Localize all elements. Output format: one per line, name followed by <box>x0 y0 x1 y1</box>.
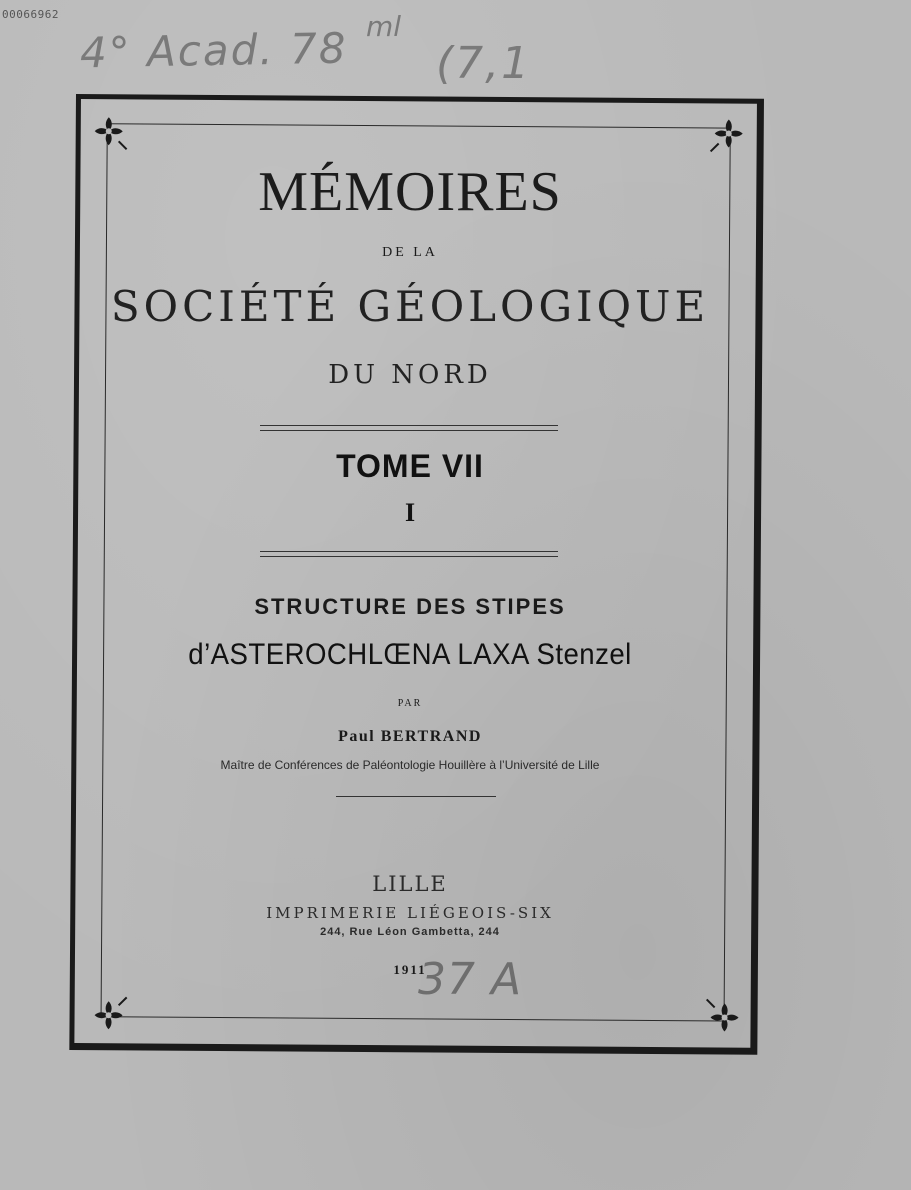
volume-number: TOME VII <box>336 448 484 484</box>
handwritten-shelfmark: 4° Acad. 78 <box>79 23 348 78</box>
author-affiliation: Maître de Conférences de Paléontologie Houillère à l’Université de Lille <box>220 758 600 772</box>
series-title-connector: DE LA <box>382 245 438 260</box>
work-heading: STRUCTURE DES STIPES <box>254 594 566 619</box>
author-name: Paul BERTRAND <box>338 728 482 745</box>
double-rule-divider <box>260 551 558 557</box>
series-title: MÉMOIRES <box>258 161 562 223</box>
society-name: SOCIÉTÉ GÉOLOGIQUE <box>110 282 710 331</box>
work-subject: d’ASTEROCHLŒNA LAXA Stenzel <box>188 638 632 671</box>
imprint-year: 1911 <box>393 962 427 977</box>
handwritten-shelfmark-sup: ml <box>366 10 402 43</box>
handwritten-note: 37 A <box>418 954 523 1005</box>
volume-part: I <box>404 498 416 527</box>
double-rule-divider <box>260 425 558 431</box>
imprint-address: 244, Rue Léon Gambetta, 244 <box>320 926 500 938</box>
short-rule-divider <box>336 796 496 797</box>
society-region: DU NORD <box>328 360 492 390</box>
by-label: PAR <box>397 698 423 709</box>
imprint-city: LILLE <box>372 872 448 896</box>
scan-id: 00066962 <box>2 8 59 21</box>
handwritten-shelfmark-paren: (7,1 <box>436 38 532 89</box>
imprint-printer: IMPRIMERIE LIÉGEOIS-SIX <box>266 904 554 922</box>
